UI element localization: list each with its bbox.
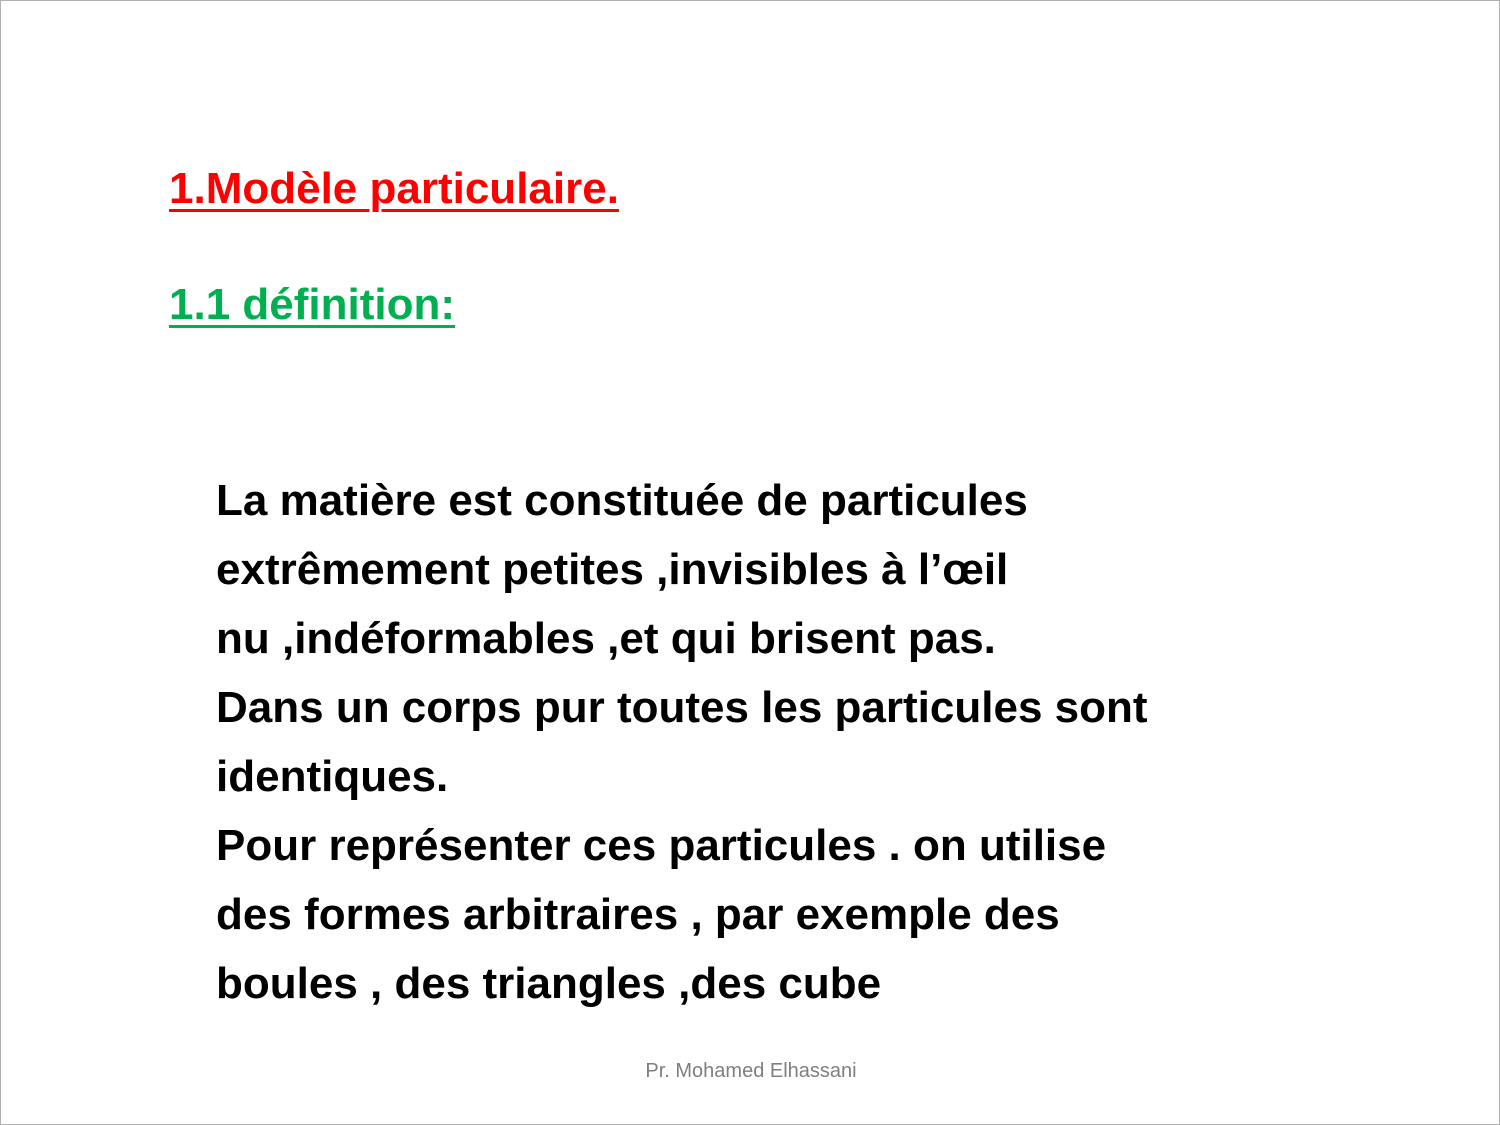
body-line: nu ,indéformables ,et qui brisent pas. — [216, 614, 996, 663]
body-line: La matière est constituée de particules — [216, 476, 1028, 525]
slide-title: 1.Modèle particulaire. — [169, 164, 619, 213]
section-subtitle: 1.1 définition: — [169, 280, 455, 329]
body-line: Dans un corps pur toutes les particules sont — [216, 683, 1148, 732]
body-line: extrêmement petites ,invisibles à l’œil — [216, 545, 1009, 594]
body-line: Pour représenter ces particules . on utilise — [216, 821, 1107, 870]
body-line: des formes arbitraires , par exemple des — [216, 890, 1060, 939]
body-line: boules , des triangles ,des cube — [216, 959, 882, 1008]
body-line: identiques. — [216, 752, 449, 801]
footer-author: Pr. Mohamed Elhassani — [645, 1060, 857, 1082]
definition-text — [216, 466, 1366, 1018]
